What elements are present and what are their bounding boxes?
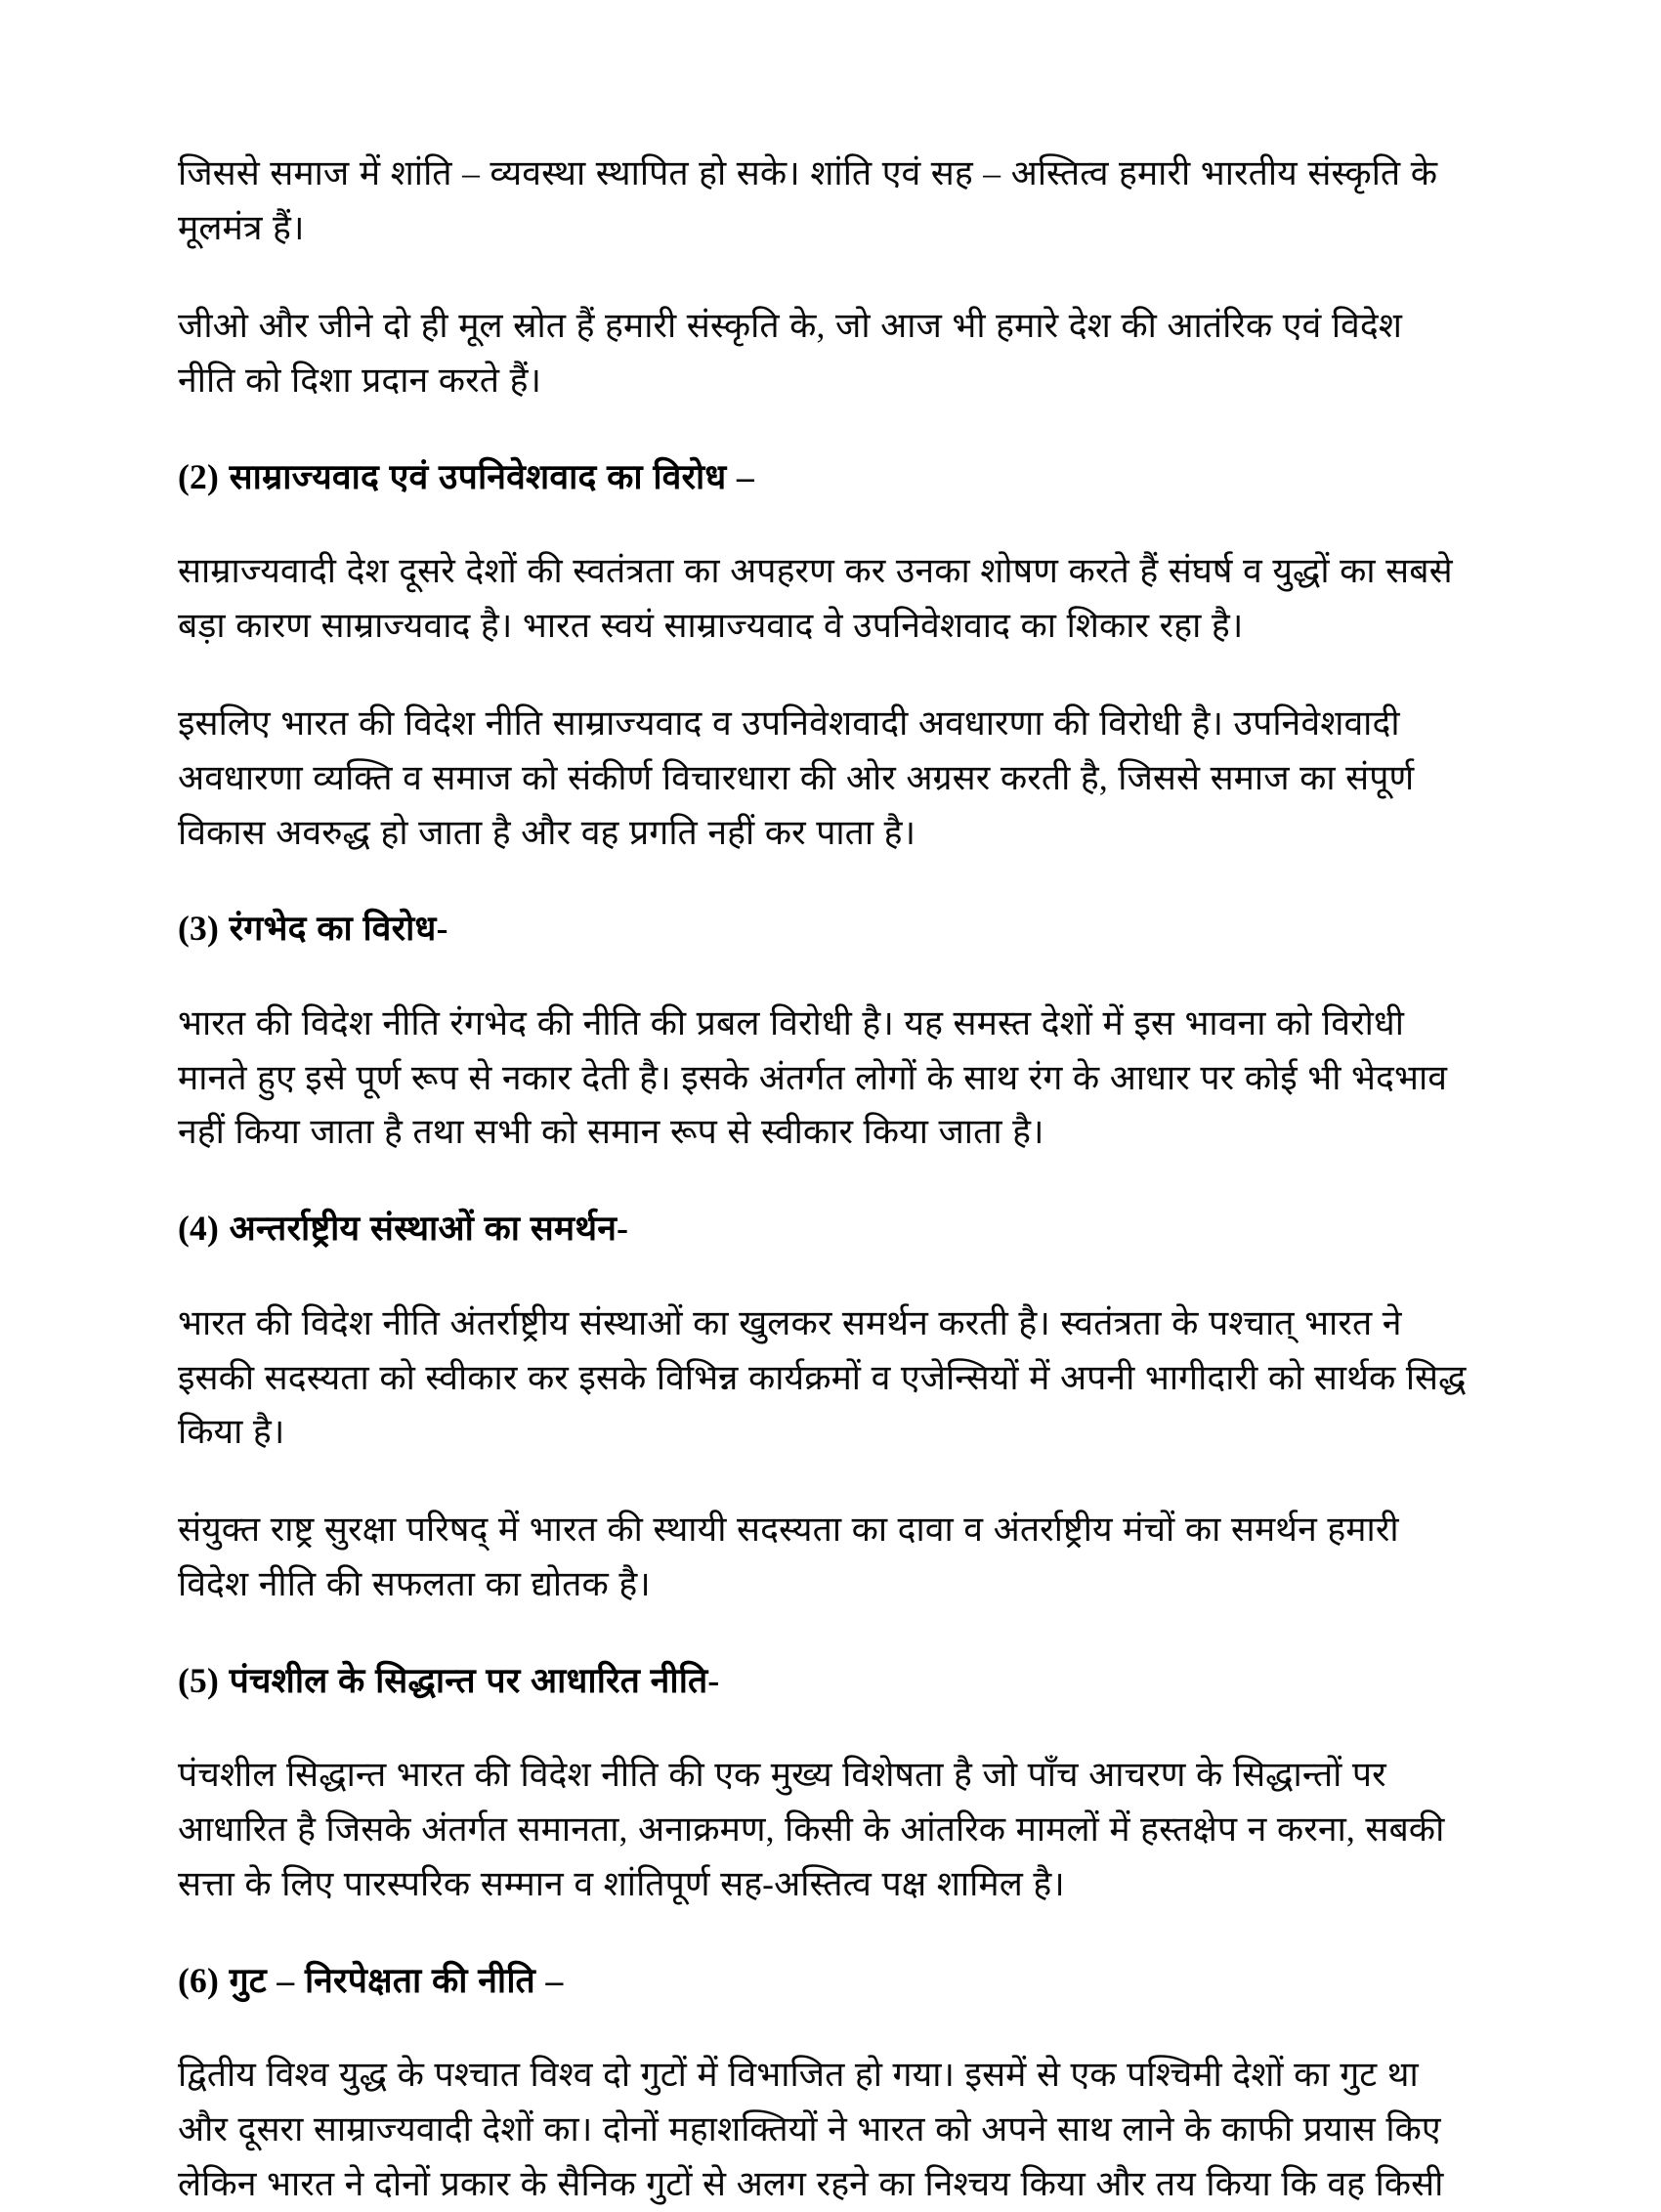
paragraph-sanyukt-rashtra-suraksha-parishad: संयुक्त राष्ट्र सुरक्षा परिषद् में भारत की स्थायी सदस्यता का दावा व अंतर्राष्ट्रीय मंचों का समर्थन हमारी विदेश नीति की सफलता का द्योतक है।: [178, 1510, 1399, 1604]
paragraph-isliye-bharat-ki-videsh-niti: इसलिए भारत की विदेश नीति साम्राज्यवाद व उपनिवेशवादी अवधारणा की विरोधी है। उपनिवेशवादी अवधारणा व्यक्ति व समाज को संकीर्ण विचारधारा की ओर अग्रसर करती है, जिससे समाज का संपूर्ण विकास अवरुद्ध हो जाता है और वह प्रगति नहीं कर पाता है।: [178, 702, 1415, 852]
paragraph-antarrashtriya-sansthaon: भारत की विदेश नीति अंतर्राष्ट्रीय संस्थाओं का खुलकर समर्थन करती है। स्वतंत्रता के पश्चात् भारत ने इसकी सदस्यता को स्वीकार कर इसके विभिन्न कार्यक्रमों व एजेन्सियों में अपनी भागीदारी को सार्थक सिद्ध किया है।: [178, 1302, 1467, 1452]
paragraph-panchsheel-siddhant: पंचशील सिद्धान्त भारत की विदेश नीति की एक मुख्य विशेषता है जो पाँच आचरण के सिद्धान्तों पर आधारित है जिसके अंतर्गत समानता, अनाक्रमण, किसी के आंतरिक मामलों में हस्तक्षेप न करना, सबकी सत्ता के लिए पारस्परिक सम्मान व शांतिपूर्ण सह-अस्तित्व पक्ष शामिल है।: [178, 1755, 1445, 1904]
document-content: [178, 147, 1468, 2212]
heading-2-samrajyavad-ka-virodh: (2) साम्राज्यवाद एवं उपनिवेशवाद का विरोध –: [178, 456, 754, 496]
paragraph-rangbhed-niti: भारत की विदेश नीति रंगभेद की नीति की प्रबल विरोधी है। यह समस्त देशों में इस भावना को विरोधी मानते हुए इसे पूर्ण रूप से नकार देती है। इसके अंतर्गत लोगों के साथ रंग के आधार पर कोई भी भेदभाव नहीं किया जाता है तथा सभी को समान रूप से स्वीकार किया जाता है।: [178, 1002, 1448, 1152]
heading-5-panchsheel-siddhant: (5) पंचशील के सिद्धान्त पर आधारित नीति-: [178, 1661, 720, 1701]
paragraph-samrajyavadi-desh: साम्राज्यवादी देश दूसरे देशों की स्वतंत्रता का अपहरण कर उनका शोषण करते हैं संघर्ष व युद्धों का सबसे बड़ा कारण साम्राज्यवाद है। भारत स्वयं साम्राज्यवाद वे उपनिवेशवाद का शिकार रहा है।: [178, 550, 1453, 645]
paragraph-jeeo-aur-jeene-do: जीओ और जीने दो ही मूल स्रोत हैं हमारी संस्कृति के, जो आज भी हमारे देश की आतंरिक एवं विदेश नीति को दिशा प्रदान करते हैं।: [178, 305, 1403, 400]
paragraph-shanti-vyavastha: जिससे समाज में शांति – व्यवस्था स्थापित हो सके। शांति एवं सह – अस्तित्व हमारी भारतीय संस्कृति के मूलमंत्र हैं।: [178, 153, 1438, 247]
heading-6-gut-nirpekshta-ki-niti: (6) गुट – निरपेक्षता की नीति –: [178, 1961, 564, 2001]
heading-4-antarrashtriya-sansthaon-ka-samarthan: (4) अन्तर्राष्ट्रीय संस्थाओं का समर्थन-: [178, 1209, 629, 1249]
paragraph-dwitiya-vishwa-yuddh: द्वितीय विश्व युद्ध के पश्चात विश्व दो गुटों में विभाजित हो गया। इसमें से एक पश्चिमी देशों का गुट था और दूसरा साम्राज्यवादी देशों का। दोनों महाशक्तियों ने भारत को अपने साथ लाने के काफी प्रयास किए लेकिन भारत ने दोनों प्रकार के सैनिक गुटों से अलग रहने का निश्चय किया और तय किया कि वह किसी: [178, 2055, 1444, 2204]
heading-3-rangbhed-ka-virodh: (3) रंगभेद का विरोध-: [178, 909, 448, 949]
